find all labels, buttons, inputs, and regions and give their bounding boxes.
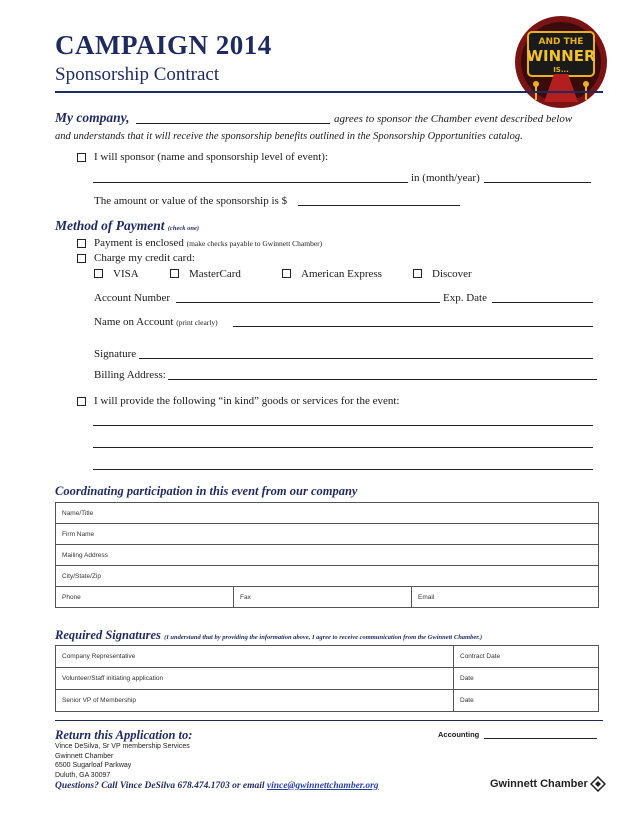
company-rep-cell[interactable]: Company Representative	[56, 646, 454, 668]
signatures-note: (I understand that by providing the information above, I agree to receive communication from the Gwinnett Chamber.)	[164, 634, 483, 641]
sponsor-option-label: I will sponsor (name and sponsorship level of event):	[94, 151, 329, 163]
logo-text-small: IS...	[553, 66, 569, 74]
agreement-text: agrees to sponsor the Chamber event described below	[334, 113, 573, 125]
discover-checkbox[interactable]	[413, 269, 422, 278]
name-on-account-note: (print clearly)	[176, 318, 218, 327]
visa-label: VISA	[113, 268, 139, 280]
charge-card-checkbox[interactable]	[77, 254, 86, 263]
logo-text-top: AND THE	[538, 37, 584, 47]
sponsor-checkbox[interactable]	[77, 153, 86, 162]
payment-heading-text: Method of Payment	[55, 218, 165, 233]
firm-name-cell[interactable]: Firm Name	[56, 524, 599, 545]
month-year-field[interactable]	[484, 182, 591, 183]
senior-vp-cell[interactable]: Senior VP of Membership	[56, 690, 454, 712]
billing-address-label: Billing Address:	[94, 369, 166, 381]
brand-name: Gwinnett Chamber	[490, 778, 588, 790]
amex-label: American Express	[301, 268, 382, 280]
address-line: Vince DeSilva, Sr VP membership Services	[55, 743, 190, 750]
address-line: 6500 Sugarloaf Parkway	[55, 762, 132, 769]
payment-enclosed-note: (make checks payable to Gwinnett Chamber)	[186, 239, 323, 248]
amount-field[interactable]	[298, 205, 460, 206]
name-on-account-label: Name on Account	[94, 316, 174, 328]
coordinating-heading: Coordinating participation in this event from our company	[55, 484, 358, 498]
discover-label: Discover	[432, 268, 472, 280]
in-kind-line-3[interactable]	[93, 469, 593, 470]
questions-row	[55, 781, 379, 791]
phone-cell[interactable]: Phone	[56, 587, 234, 608]
address-line: Gwinnett Chamber	[55, 752, 114, 760]
mastercard-label: MasterCard	[189, 268, 241, 280]
footer-divider	[55, 720, 603, 721]
company-name-field[interactable]	[136, 123, 330, 124]
winner-logo	[514, 12, 608, 112]
in-kind-label: I will provide the following “in kind” goods or services for the event:	[94, 395, 400, 407]
amount-label: The amount or value of the sponsorship is $	[94, 195, 288, 207]
name-title-cell[interactable]: Name/Title	[56, 503, 599, 524]
header-divider	[55, 91, 603, 93]
volunteer-cell[interactable]: Volunteer/Staff initiating application	[56, 668, 454, 690]
payment-enclosed-row	[94, 237, 322, 249]
in-kind-line-2[interactable]	[93, 447, 593, 448]
in-kind-line-1[interactable]	[93, 425, 593, 426]
account-number-field[interactable]	[176, 302, 440, 303]
name-on-account-row	[94, 316, 218, 328]
charge-card-label: Charge my credit card:	[94, 252, 195, 264]
signature-label: Signature	[94, 348, 137, 360]
account-number-label: Account Number	[94, 292, 171, 304]
name-on-account-field[interactable]	[233, 326, 593, 327]
payment-enclosed-label: Payment is enclosed	[94, 237, 184, 249]
payment-enclosed-checkbox[interactable]	[77, 239, 86, 248]
signatures-heading-row	[55, 628, 482, 643]
page-title: CAMPAIGN 2014	[55, 30, 272, 60]
fax-cell[interactable]: Fax	[234, 587, 412, 608]
amex-checkbox[interactable]	[282, 269, 291, 278]
logo-text-big: WINNER	[526, 47, 596, 65]
gwinnett-logo-icon	[590, 776, 606, 792]
visa-checkbox[interactable]	[94, 269, 103, 278]
signatures-table	[55, 645, 599, 712]
in-kind-checkbox[interactable]	[77, 397, 86, 406]
billing-address-field[interactable]	[168, 379, 597, 380]
month-year-label: in (month/year)	[411, 172, 480, 184]
payment-heading-note: (check one)	[167, 225, 200, 232]
address-line: Duluth, GA 30097	[55, 771, 111, 779]
volunteer-date-cell[interactable]: Date	[454, 668, 599, 690]
signatures-heading: Required Signatures	[55, 628, 161, 642]
questions-text: Questions? Call Vince DeSilva 678.474.1703 or email	[55, 781, 265, 791]
contract-date-cell[interactable]: Contract Date	[454, 646, 599, 668]
mastercard-checkbox[interactable]	[170, 269, 179, 278]
return-heading: Return this Application to:	[55, 728, 193, 742]
city-state-zip-cell[interactable]: City/State/Zip	[56, 566, 599, 587]
agreement-lead: My company,	[55, 110, 130, 125]
exp-date-label: Exp. Date	[443, 292, 487, 304]
agreement-text-line2: and understands that it will receive the sponsorship benefits outlined in the Sponsorship Opportunities catalog.	[55, 131, 523, 142]
accounting-label: Accounting	[438, 730, 480, 739]
gwinnett-brand	[490, 776, 606, 792]
signature-field[interactable]	[139, 358, 593, 359]
coordinating-table	[55, 502, 599, 608]
senior-vp-date-cell[interactable]: Date	[454, 690, 599, 712]
page-subtitle: Sponsorship Contract	[55, 64, 220, 85]
accounting-field[interactable]	[484, 738, 597, 739]
exp-date-field[interactable]	[492, 302, 593, 303]
mailing-address-cell[interactable]: Mailing Address	[56, 545, 599, 566]
email-link[interactable]: vince@gwinnettchamber.org	[266, 781, 379, 791]
email-cell[interactable]: Email	[412, 587, 599, 608]
sponsor-event-field[interactable]	[93, 182, 408, 183]
return-address	[55, 742, 190, 780]
payment-heading	[55, 218, 199, 234]
